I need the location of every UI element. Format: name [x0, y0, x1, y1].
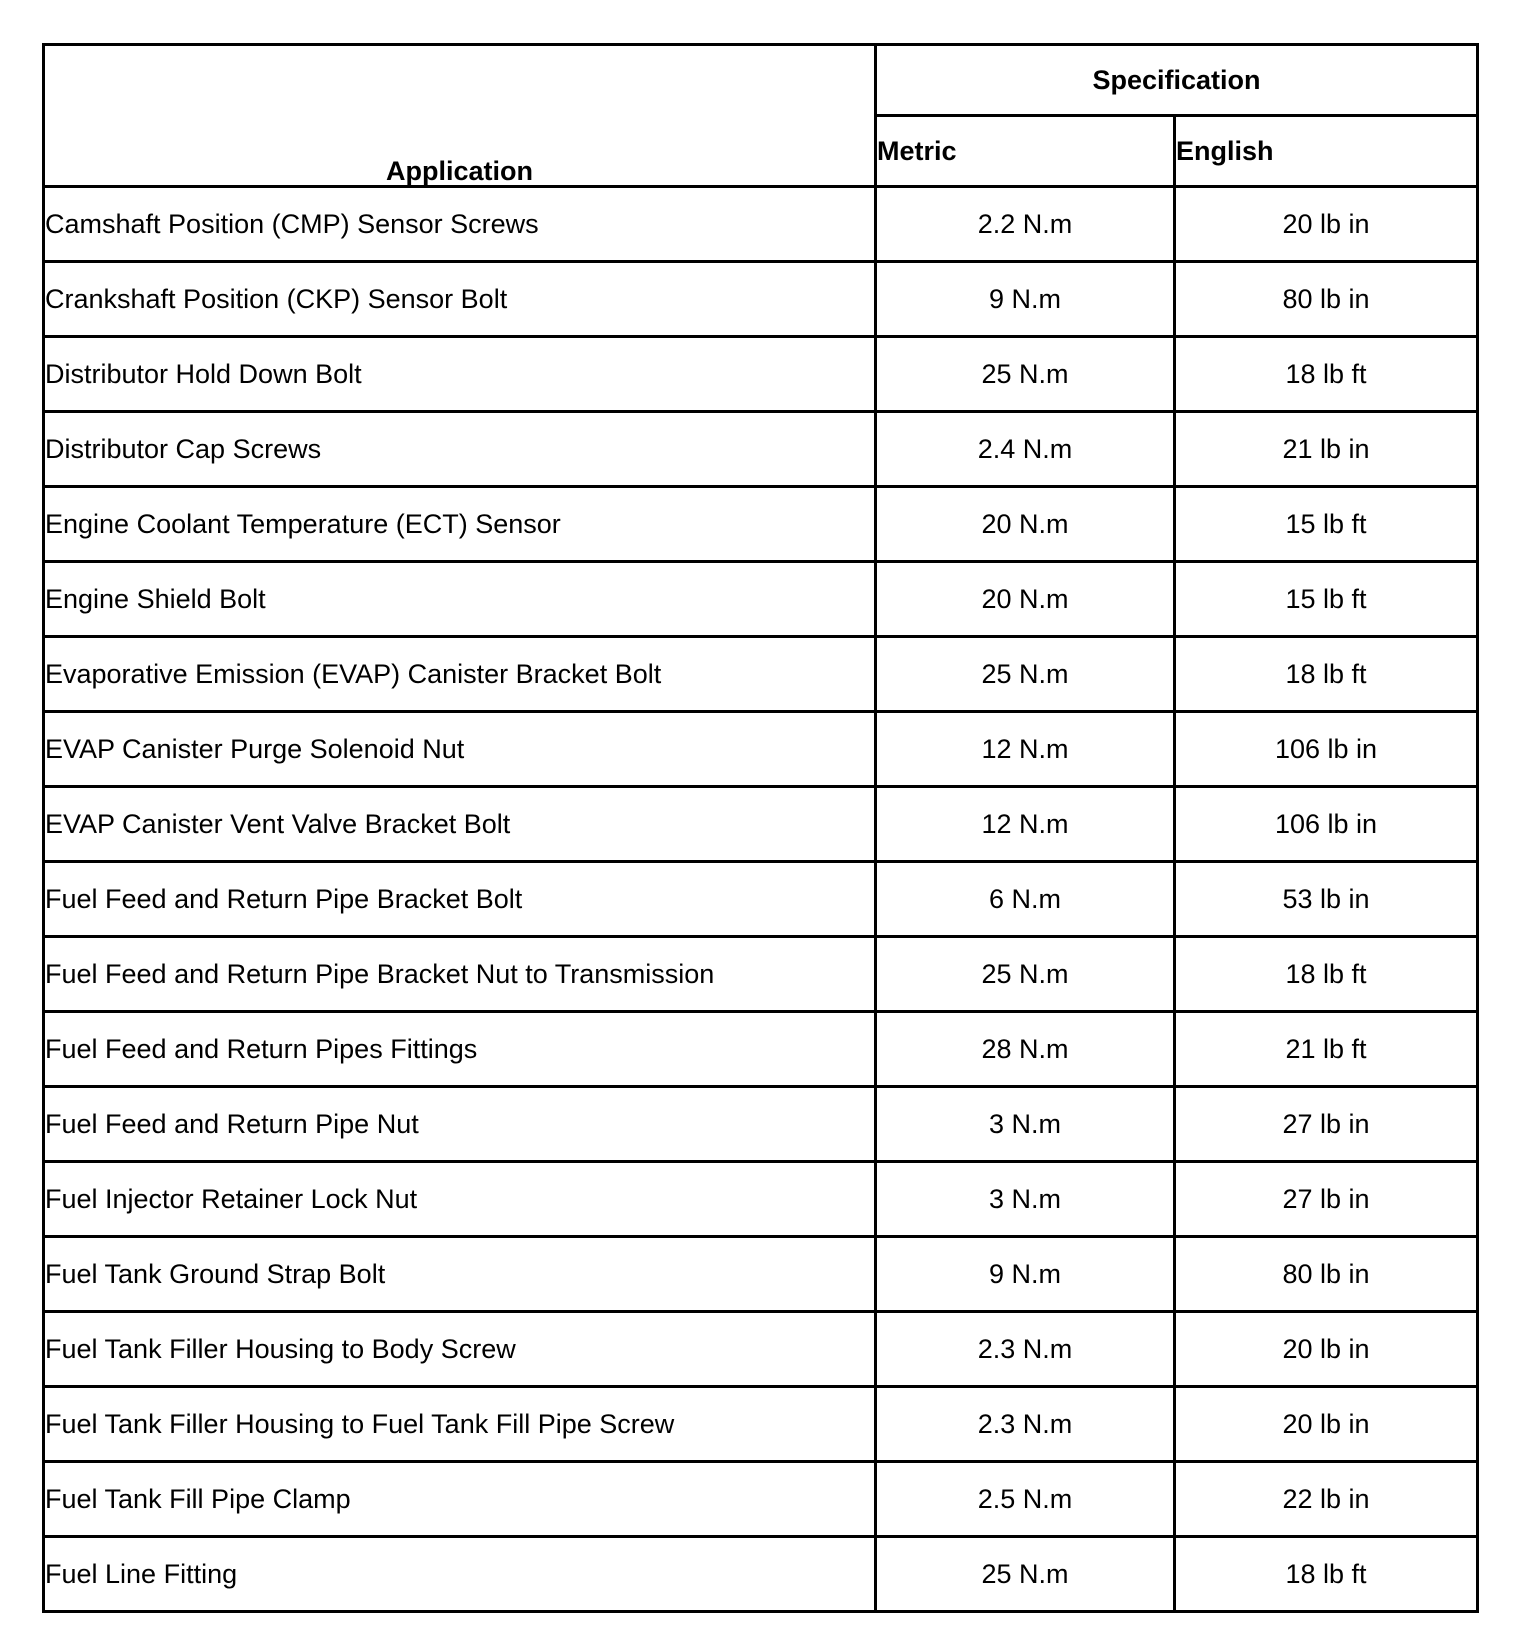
table-row [44, 1087, 1478, 1162]
table-row [44, 637, 1478, 712]
english-value-cell: 106 lb in [1175, 787, 1478, 862]
application-cell: EVAP Canister Vent Valve Bracket Bolt [44, 787, 876, 862]
application-cell: Engine Coolant Temperature (ECT) Sensor [44, 487, 876, 562]
table-row [44, 787, 1478, 862]
specification-column-header: Specification [876, 45, 1478, 116]
english-value-cell: 53 lb in [1175, 862, 1478, 937]
table-row [44, 337, 1478, 412]
table-row [44, 862, 1478, 937]
metric-value-cell: 25 N.m [876, 937, 1175, 1012]
application-cell: Distributor Cap Screws [44, 412, 876, 487]
metric-value-cell: 25 N.m [876, 1537, 1175, 1612]
english-value-cell: 80 lb in [1175, 1237, 1478, 1312]
table-body [44, 187, 1478, 1612]
table-row [44, 1312, 1478, 1387]
application-cell: Camshaft Position (CMP) Sensor Screws [44, 187, 876, 262]
english-value-cell: 15 lb ft [1175, 562, 1478, 637]
metric-value-cell: 3 N.m [876, 1087, 1175, 1162]
metric-column-header: Metric [876, 116, 1175, 187]
metric-value-cell: 2.4 N.m [876, 412, 1175, 487]
application-cell: EVAP Canister Purge Solenoid Nut [44, 712, 876, 787]
table-row [44, 487, 1478, 562]
metric-value-cell: 25 N.m [876, 337, 1175, 412]
metric-value-cell: 3 N.m [876, 1162, 1175, 1237]
metric-value-cell: 2.3 N.m [876, 1387, 1175, 1462]
application-cell: Fuel Tank Filler Housing to Fuel Tank Fill Pipe Screw [44, 1387, 876, 1462]
table-row [44, 412, 1478, 487]
english-value-cell: 20 lb in [1175, 1312, 1478, 1387]
table-row [44, 262, 1478, 337]
english-value-cell: 80 lb in [1175, 262, 1478, 337]
english-value-cell: 18 lb ft [1175, 637, 1478, 712]
header-row-top [44, 45, 1478, 116]
table-row [44, 1237, 1478, 1312]
english-value-cell: 20 lb in [1175, 187, 1478, 262]
english-column-header: English [1175, 116, 1478, 187]
metric-value-cell: 25 N.m [876, 637, 1175, 712]
table-row [44, 187, 1478, 262]
metric-value-cell: 2.5 N.m [876, 1462, 1175, 1537]
application-column-header: Application [44, 45, 876, 187]
english-value-cell: 27 lb in [1175, 1162, 1478, 1237]
table-header [44, 45, 1478, 187]
application-cell: Fuel Feed and Return Pipe Bracket Bolt [44, 862, 876, 937]
application-cell: Fuel Line Fitting [44, 1537, 876, 1612]
application-cell: Engine Shield Bolt [44, 562, 876, 637]
application-cell: Fuel Tank Filler Housing to Body Screw [44, 1312, 876, 1387]
english-value-cell: 15 lb ft [1175, 487, 1478, 562]
metric-value-cell: 28 N.m [876, 1012, 1175, 1087]
english-value-cell: 18 lb ft [1175, 937, 1478, 1012]
english-value-cell: 20 lb in [1175, 1387, 1478, 1462]
application-cell: Fuel Injector Retainer Lock Nut [44, 1162, 876, 1237]
application-cell: Evaporative Emission (EVAP) Canister Bracket Bolt [44, 637, 876, 712]
metric-value-cell: 2.3 N.m [876, 1312, 1175, 1387]
table-row [44, 1162, 1478, 1237]
table-row [44, 562, 1478, 637]
application-cell: Fuel Feed and Return Pipe Bracket Nut to Transmission [44, 937, 876, 1012]
application-cell: Fuel Feed and Return Pipes Fittings [44, 1012, 876, 1087]
torque-specification-table [42, 43, 1479, 1613]
metric-value-cell: 9 N.m [876, 262, 1175, 337]
table-row [44, 1387, 1478, 1462]
metric-value-cell: 2.2 N.m [876, 187, 1175, 262]
english-value-cell: 21 lb ft [1175, 1012, 1478, 1087]
application-cell: Fuel Tank Fill Pipe Clamp [44, 1462, 876, 1537]
table-row [44, 1537, 1478, 1612]
english-value-cell: 106 lb in [1175, 712, 1478, 787]
metric-value-cell: 20 N.m [876, 487, 1175, 562]
english-value-cell: 18 lb ft [1175, 337, 1478, 412]
metric-value-cell: 20 N.m [876, 562, 1175, 637]
application-cell: Distributor Hold Down Bolt [44, 337, 876, 412]
table-row [44, 1012, 1478, 1087]
application-cell: Fuel Feed and Return Pipe Nut [44, 1087, 876, 1162]
application-cell: Crankshaft Position (CKP) Sensor Bolt [44, 262, 876, 337]
table-row [44, 937, 1478, 1012]
english-value-cell: 18 lb ft [1175, 1537, 1478, 1612]
english-value-cell: 22 lb in [1175, 1462, 1478, 1537]
table-row [44, 712, 1478, 787]
application-cell: Fuel Tank Ground Strap Bolt [44, 1237, 876, 1312]
metric-value-cell: 6 N.m [876, 862, 1175, 937]
table-row [44, 1462, 1478, 1537]
metric-value-cell: 12 N.m [876, 712, 1175, 787]
metric-value-cell: 9 N.m [876, 1237, 1175, 1312]
english-value-cell: 27 lb in [1175, 1087, 1478, 1162]
metric-value-cell: 12 N.m [876, 787, 1175, 862]
english-value-cell: 21 lb in [1175, 412, 1478, 487]
